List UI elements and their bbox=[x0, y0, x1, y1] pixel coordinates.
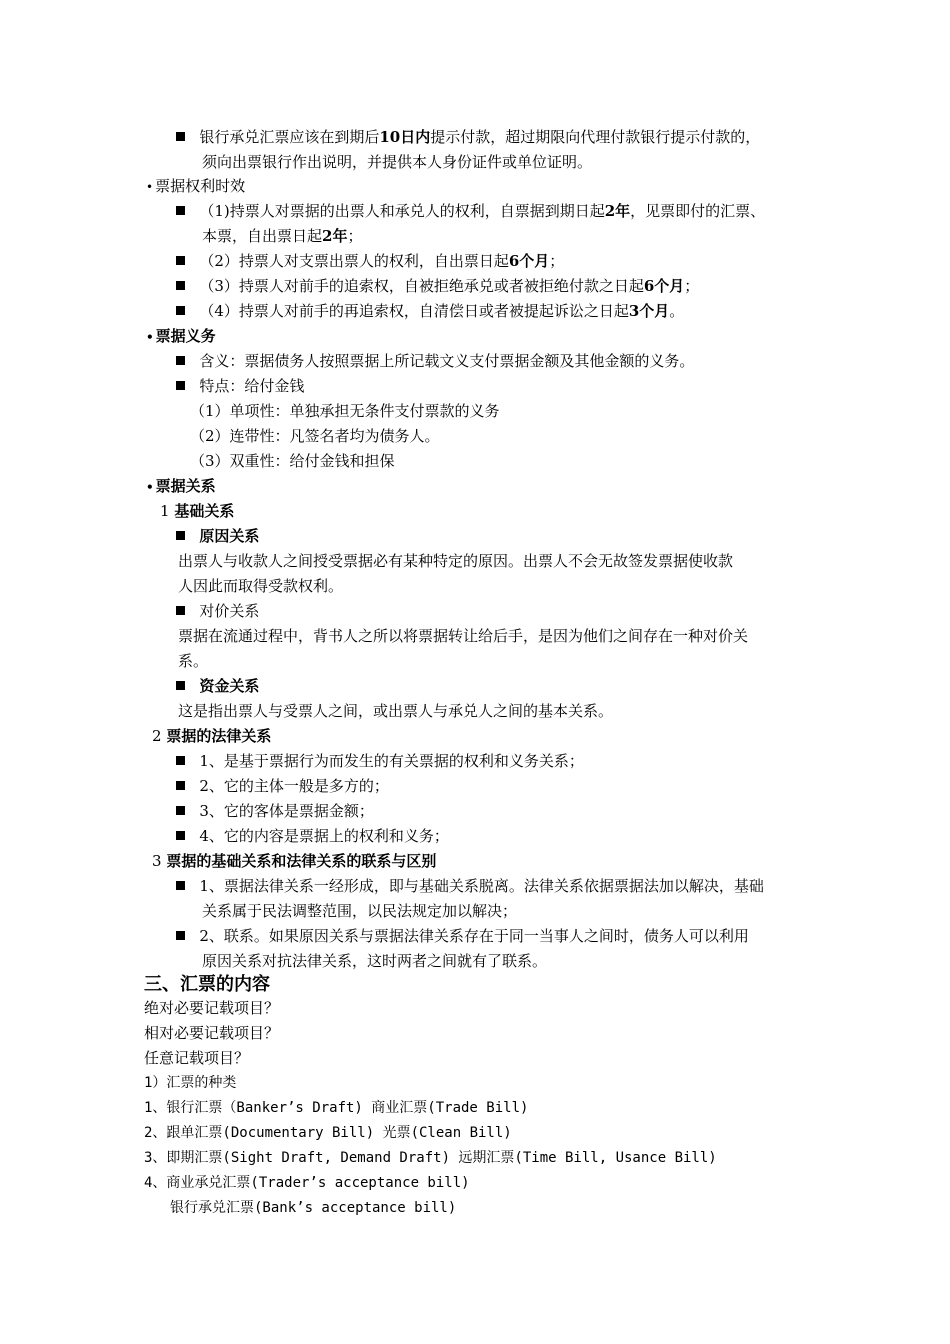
number: 3 bbox=[152, 852, 162, 870]
text: ； bbox=[347, 227, 363, 245]
bold-text: 6个月 bbox=[643, 277, 685, 295]
text-line: （1）单项性：单独承担无条件支付票款的义务 bbox=[190, 402, 500, 420]
bullet-line bbox=[176, 776, 389, 796]
bold-text: 3个月 bbox=[628, 302, 670, 320]
heading-text: 票据权利时效 bbox=[155, 177, 246, 195]
text: 。 bbox=[669, 302, 685, 320]
text-line: （2）连带性：凡签名者均为债务人。 bbox=[190, 427, 440, 445]
bold-text: 6个月 bbox=[508, 252, 550, 270]
text: ； bbox=[684, 277, 700, 295]
square-bullet-icon bbox=[176, 831, 185, 840]
bullet-line bbox=[176, 801, 374, 821]
square-bullet-icon bbox=[176, 381, 185, 390]
text: （3）持票人对前手的追索权，自被拒绝承兑或者被拒绝付款之日起 bbox=[199, 277, 644, 295]
heading-text: 基础关系 bbox=[174, 502, 235, 520]
text: 提示付款，超过期限向代理付款银行提示付款的， bbox=[430, 128, 761, 146]
square-bullet-icon bbox=[176, 806, 185, 815]
text-line: 须向出票银行作出说明，并提供本人身份证件或单位证明。 bbox=[202, 153, 593, 171]
bullet-line bbox=[176, 676, 259, 696]
text-line bbox=[202, 226, 362, 246]
text-line: 任意记载项目？ bbox=[144, 1049, 250, 1067]
text-line: 出票人与收款人之间授受票据必有某种特定的原因。出票人不会无故签发票据使收款 bbox=[178, 552, 734, 570]
text-line: 原因关系对抗法律关系，这时两者之间就有了联系。 bbox=[202, 952, 548, 970]
bullet-line bbox=[176, 876, 764, 896]
text: 3、它的客体是票据金额； bbox=[199, 802, 374, 820]
text: 2、它的主体一般是多方的； bbox=[199, 777, 389, 795]
bullet-line bbox=[176, 276, 699, 296]
text: 含义：票据债务人按照票据上所记载文义支付票据金额及其他金额的义务。 bbox=[199, 352, 695, 370]
dot-bullet-icon: • bbox=[146, 180, 154, 194]
text-line: 4、商业承兑汇票(Trader’s acceptance bill) bbox=[144, 1175, 470, 1191]
numbered-heading bbox=[152, 851, 436, 871]
section-heading bbox=[146, 176, 245, 197]
section-heading bbox=[146, 476, 216, 497]
text: （2）持票人对支票出票人的权利，自出票日起 bbox=[199, 252, 509, 270]
square-bullet-icon bbox=[176, 606, 185, 615]
text-line: 这是指出票人与受票人之间，或出票人与承兑人之间的基本关系。 bbox=[178, 702, 614, 720]
square-bullet-icon bbox=[176, 931, 185, 940]
square-bullet-icon bbox=[176, 681, 185, 690]
square-bullet-icon bbox=[176, 881, 185, 890]
text-line: 银行承兑汇票(Bank’s acceptance bill) bbox=[170, 1200, 457, 1216]
number: 1 bbox=[160, 502, 170, 520]
text: 本票，自出票日起 bbox=[202, 227, 323, 245]
text: （1)持票人对票据的出票人和承兑人的权利，自票据到期日起 bbox=[199, 202, 605, 220]
numbered-heading bbox=[152, 726, 271, 746]
text: 2、联系。如果原因关系与票据法律关系存在于同一当事人之间时，债务人可以利用 bbox=[199, 927, 749, 945]
text-line: 1、银行汇票（Banker’s Draft) 商业汇票(Trade Bill) bbox=[144, 1100, 529, 1116]
bullet-line bbox=[176, 751, 584, 771]
bullet-line bbox=[176, 601, 259, 621]
bold-text: 资金关系 bbox=[199, 677, 260, 695]
square-bullet-icon bbox=[176, 781, 185, 790]
text-line: 2、跟单汇票(Documentary Bill) 光票(Clean Bill) bbox=[144, 1125, 512, 1141]
bullet-line bbox=[176, 351, 694, 371]
bullet-line bbox=[176, 376, 304, 396]
bullet-line bbox=[176, 926, 749, 946]
text-line: （3）双重性：给付金钱和担保 bbox=[190, 452, 395, 470]
bold-text: 2年 bbox=[604, 202, 631, 220]
square-bullet-icon bbox=[176, 281, 185, 290]
text-line: 人因此而取得受款权利。 bbox=[178, 577, 344, 595]
bullet-line bbox=[176, 251, 564, 271]
heading-text: 票据的基础关系和法律关系的联系与区别 bbox=[166, 852, 437, 870]
bullet-line bbox=[176, 826, 449, 846]
square-bullet-icon bbox=[176, 256, 185, 265]
text-line: 1）汇票的种类 bbox=[144, 1075, 237, 1091]
text: 特点：给付金钱 bbox=[199, 377, 305, 395]
number: 2 bbox=[152, 727, 162, 745]
text: 4、它的内容是票据上的权利和义务； bbox=[199, 827, 449, 845]
square-bullet-icon bbox=[176, 756, 185, 765]
bullet-line bbox=[176, 526, 259, 546]
numbered-heading bbox=[160, 501, 234, 521]
text: 1、票据法律关系一经形成，即与基础关系脱离。法律关系依据票据法加以解决，基础 bbox=[199, 877, 764, 895]
text: 对价关系 bbox=[199, 602, 260, 620]
bold-text: 2年 bbox=[322, 227, 348, 245]
heading-text: 票据的法律关系 bbox=[166, 727, 272, 745]
square-bullet-icon bbox=[176, 356, 185, 365]
bold-text: 10日内 bbox=[379, 128, 431, 146]
text-line: 关系属于民法调整范围，以民法规定加以解决； bbox=[202, 902, 518, 920]
square-bullet-icon bbox=[176, 306, 185, 315]
square-bullet-icon bbox=[176, 206, 185, 215]
text: ； bbox=[549, 252, 565, 270]
section-heading bbox=[146, 326, 216, 347]
text: （4）持票人对前手的再追索权，自清偿日或者被提起诉讼之日起 bbox=[199, 302, 629, 320]
text: 银行承兑汇票应该在到期后 bbox=[199, 128, 380, 146]
text-line: 系。 bbox=[178, 652, 209, 670]
text: ，见票即付的汇票、 bbox=[630, 202, 766, 220]
dot-bullet-icon: • bbox=[146, 330, 154, 344]
text-line: 票据在流通过程中，背书人之所以将票据转让给后手，是因为他们之间存在一种对价关 bbox=[178, 627, 749, 645]
bullet-line bbox=[176, 201, 765, 221]
chapter-heading: 三、汇票的内容 bbox=[144, 974, 270, 995]
text-line: 相对必要记载项目？ bbox=[144, 1024, 280, 1042]
bullet-line bbox=[176, 127, 760, 147]
square-bullet-icon bbox=[176, 132, 185, 141]
bold-text: 原因关系 bbox=[199, 527, 260, 545]
heading-text: 票据关系 bbox=[155, 477, 216, 495]
heading-text: 票据义务 bbox=[155, 327, 216, 345]
square-bullet-icon bbox=[176, 531, 185, 540]
bullet-line bbox=[176, 301, 684, 321]
text: 1、是基于票据行为而发生的有关票据的权利和义务关系； bbox=[199, 752, 584, 770]
text-line: 绝对必要记载项目？ bbox=[144, 999, 280, 1017]
dot-bullet-icon: • bbox=[146, 480, 154, 494]
text-line: 3、即期汇票(Sight Draft, Demand Draft) 远期汇票(Time Bill, Usance Bill) bbox=[144, 1150, 717, 1166]
